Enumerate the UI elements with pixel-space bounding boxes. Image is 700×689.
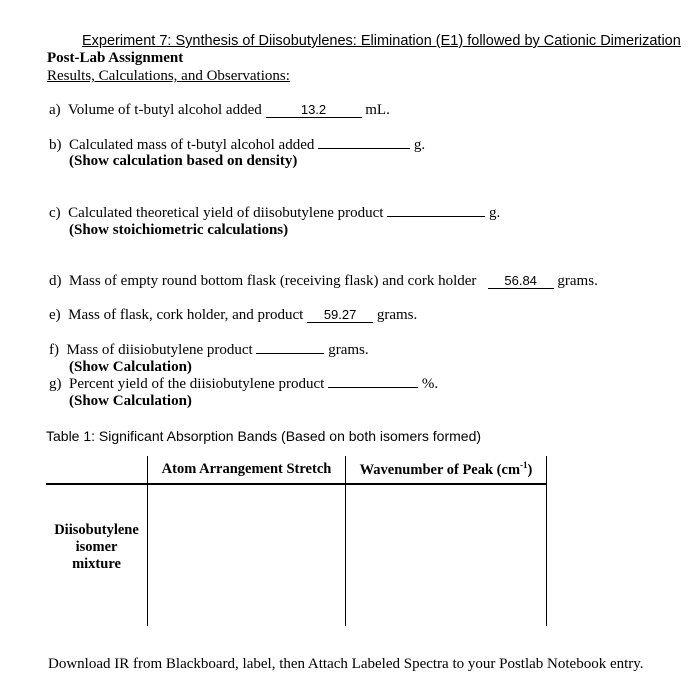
item-b-note: (Show calculation based on density) — [69, 153, 298, 169]
item-g-label: Percent yield of the diisiobutylene product — [69, 376, 325, 392]
item-d — [49, 273, 598, 290]
item-c-letter: c) — [49, 205, 61, 221]
item-c-note: (Show stoichiometric calculations) — [69, 222, 289, 238]
item-f-unit: grams. — [328, 342, 369, 358]
footer-instruction: Download IR from Blackboard, label, then Attach Labeled Spectra to your Postlab Notebook entry. — [48, 656, 644, 672]
wavenumber-header-close: ) — [527, 461, 533, 478]
item-b — [49, 137, 425, 154]
item-a-letter: a) — [49, 102, 61, 118]
item-a-unit: mL. — [365, 102, 390, 118]
wavenumber-header-sup: -1 — [520, 460, 528, 471]
row-label-line1: Diisobutylene — [54, 522, 139, 538]
item-d-unit: grams. — [557, 273, 598, 289]
item-f-note: (Show Calculation) — [69, 359, 192, 375]
col-atom-arrangement-header: Atom Arrangement Stretch — [148, 456, 346, 484]
row-label-cell — [46, 484, 148, 626]
item-d-letter: d) — [49, 273, 62, 289]
empty-header-cell — [46, 456, 148, 484]
item-g-unit: %. — [421, 376, 439, 392]
item-d-label: Mass of empty round bottom flask (receiving flask) and cork holder — [69, 273, 477, 289]
item-e-label: Mass of flask, cork holder, and product — [68, 307, 304, 323]
item-a — [49, 102, 390, 119]
item-b-letter: b) — [49, 137, 62, 153]
item-g-note: (Show Calculation) — [69, 393, 192, 409]
document-title: Experiment 7: Synthesis of Diisobutylenes: Elimination (E1) followed by Cationic Dimerization — [82, 33, 681, 49]
table-caption: Table 1: Significant Absorption Bands (Based on both isomers formed) — [46, 428, 482, 444]
item-c-value-field[interactable] — [387, 216, 485, 217]
item-b-unit: g. — [413, 137, 426, 153]
item-g-value-field[interactable] — [328, 387, 418, 388]
item-f-value-field[interactable] — [256, 353, 324, 354]
item-g — [49, 376, 438, 393]
wavenumber-cell[interactable] — [346, 484, 547, 626]
item-e — [49, 307, 417, 324]
item-e-value-field[interactable]: 59.27 — [307, 307, 373, 323]
item-b-label: Calculated mass of t-butyl alcohol added — [69, 137, 315, 153]
row-label-line2: isomer — [75, 539, 118, 555]
item-g-letter: g) — [49, 376, 62, 392]
item-a-value-field[interactable]: 13.2 — [266, 102, 362, 118]
item-c-label: Calculated theoretical yield of diisobutylene product — [68, 205, 384, 221]
item-f-label: Mass of diisiobutylene product — [66, 342, 253, 358]
item-e-unit: grams. — [376, 307, 418, 323]
ir-absorption-table — [46, 456, 547, 626]
atom-arrangement-cell[interactable] — [148, 484, 346, 626]
item-d-value-field[interactable]: 56.84 — [488, 273, 554, 289]
table-data-row — [46, 484, 547, 626]
col-wavenumber-header — [346, 456, 547, 484]
item-f — [49, 342, 369, 359]
item-f-letter: f) — [49, 342, 59, 358]
post-lab-heading: Post-Lab Assignment — [47, 50, 184, 66]
row-label-line3: mixture — [72, 556, 121, 572]
item-c — [49, 205, 500, 222]
item-c-unit: g. — [488, 205, 501, 221]
table-header-row — [46, 456, 547, 484]
item-e-letter: e) — [49, 307, 61, 323]
item-a-label: Volume of t-butyl alcohol added — [67, 102, 262, 118]
results-heading: Results, Calculations, and Observations: — [47, 68, 290, 84]
item-b-value-field[interactable] — [318, 148, 410, 149]
wavenumber-header-text: Wavenumber of Peak (cm — [359, 461, 521, 478]
